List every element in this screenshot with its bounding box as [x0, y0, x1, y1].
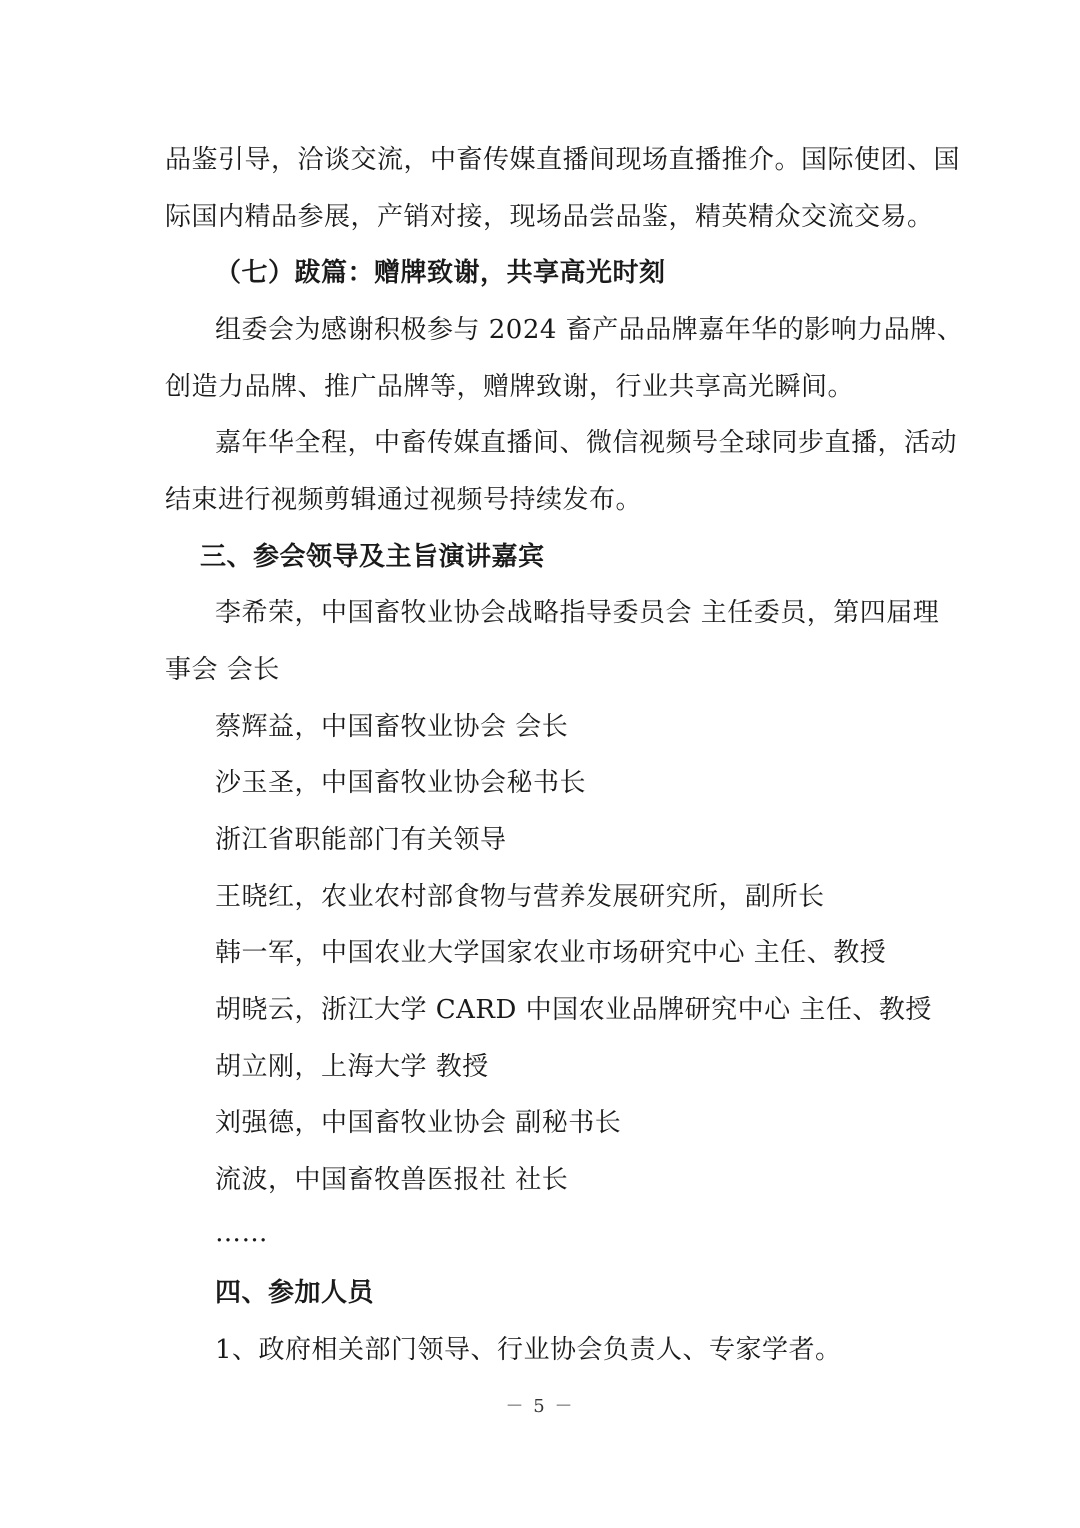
- guest-line: 沙玉圣，中国畜牧业协会秘书长: [215, 768, 587, 798]
- section-heading-three: 三、参会领导及主旨演讲嘉宾: [200, 542, 545, 572]
- guest-line: 胡立刚，上海大学 教授: [215, 1052, 489, 1082]
- guest-line: 事会 会长: [165, 655, 280, 685]
- guest-line: 胡晓云，浙江大学 CARD 中国农业品牌研究中心 主任、教授: [215, 995, 932, 1025]
- ellipsis: ……: [215, 1218, 268, 1248]
- section-heading-four: 四、参加人员: [215, 1278, 375, 1308]
- guest-line: 浙江省职能部门有关领导: [215, 825, 507, 855]
- body-text-line: 品鉴引导，洽谈交流，中畜传媒直播间现场直播推介。国际使团、国: [165, 145, 961, 175]
- body-text-line: 创造力品牌、推广品牌等，赠牌致谢，行业共享高光瞬间。: [165, 372, 855, 402]
- body-text-line: 1、政府相关部门领导、行业协会负责人、专家学者。: [215, 1335, 842, 1365]
- guest-line: 王晓红，农业农村部食物与营养发展研究所，副所长: [215, 882, 825, 912]
- body-text-line: 际国内精品参展，产销对接，现场品尝品鉴，精英精众交流交易。: [165, 202, 934, 232]
- body-text-line: 组委会为感谢积极参与 2024 畜产品品牌嘉年华的影响力品牌、: [215, 315, 964, 345]
- guest-line: 李希荣，中国畜牧业协会战略指导委员会 主任委员，第四届理: [215, 598, 940, 628]
- body-text-line: 嘉年华全程，中畜传媒直播间、微信视频号全球同步直播，活动: [215, 428, 958, 458]
- guest-line: 蔡辉益，中国畜牧业协会 会长: [215, 712, 569, 742]
- guest-line: 韩一军，中国农业大学国家农业市场研究中心 主任、教授: [215, 938, 887, 968]
- guest-line: 刘强德，中国畜牧业协会 副秘书长: [215, 1108, 622, 1138]
- page-number: － 5 －: [505, 1396, 575, 1417]
- body-text-line: 结束进行视频剪辑通过视频号持续发布。: [165, 485, 643, 515]
- guest-line: 流波，中国畜牧兽医报社 社长: [215, 1165, 569, 1195]
- section-heading-seven: （七）跋篇：赠牌致谢，共享高光时刻: [215, 258, 666, 288]
